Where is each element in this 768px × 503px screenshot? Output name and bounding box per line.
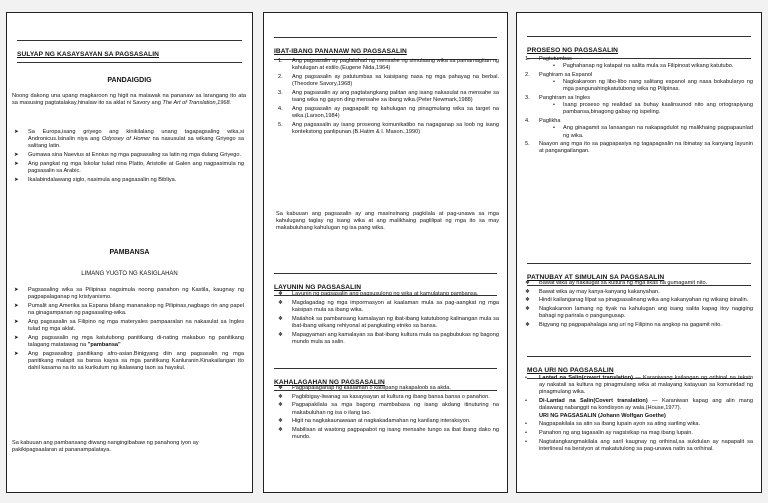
- sub-list-item: • Isang proseso ng realidad sa buhay kaalinsunod nito ang ortograpiyang pambansa,binagong gabay ng ispeling.: [553, 102, 753, 116]
- sub-list-item: • Nagkakaroon ng libo-libo nang salitang espanol ang nasa bokabularyo ng mga pangunahingkatutubong wika ng Pilipinas.: [553, 79, 753, 93]
- list-item: 1. Ang pagsasalin ay paglalahad ng mensahe ng simulaang wika sa pamamagitan ng kahulugan at estilo.(Eugene Nida,1964): [278, 58, 499, 72]
- list-item: ➤ Ang pagsasalin sa Filipino ng mga materyales pampaaralan na nakasulat sa Ingles tulad ng mga aklat.: [14, 318, 244, 333]
- list-item: ❖ Magdagadag ng mga impormasyon at kaalaman mula sa pag-aangkat ng mga kaisipan mula sa ibang wika.: [278, 299, 499, 313]
- bullet-dot-icon: •: [553, 63, 555, 70]
- list-item: 3. Panghiram sa Ingles • Isang proseso ng realidad sa buhay kaalinsunod nito ang ortograpiyang pambansa,binagong gabay ng ispeling.: [525, 95, 753, 116]
- list-item: ❖ Pagpapalaganap ng kaalaman o kaisipang nakapaloob sa akda.: [278, 385, 451, 391]
- panel-proseso: [516, 12, 762, 493]
- arrow-bullet-icon: ➤: [14, 152, 19, 159]
- diamond-bullet-icon: ❖: [278, 385, 284, 391]
- list-item: 1. Pagtutumbas • Paghahanap ng katapat na salita mula sa Filipinoat wikang katutubo.: [523, 56, 753, 70]
- heading-text: PROSESO NG PAGSASALIN: [527, 47, 619, 54]
- arrow-bullet-icon: ➤: [14, 350, 19, 357]
- section-title-pambansa: PAMBANSA: [109, 249, 150, 256]
- diamond-bullet-icon: ❖: [278, 291, 284, 297]
- arrow-bullet-icon: ➤: [14, 318, 19, 325]
- diamond-bullet-icon: ❖: [525, 297, 531, 304]
- list-item: ❖ Bawat wika ay nakaugat sa kultura ng mga ilkas na gumagamit nito.: [525, 280, 708, 286]
- list-item: • Di-Lantad na Salin(Covert translation) — Karaniwan kapag ang alin mang dalawang nabanggit na kondisyon ay wala.(House,1977). URI NG PAGSASALIN (Johann Wolfgan Goethe): [525, 398, 753, 419]
- list-pandaigdig: [12, 129, 244, 185]
- bullet-dot-icon: •: [553, 125, 555, 132]
- arrow-bullet-icon: ➤: [14, 160, 19, 167]
- panel-kasaysayan: [6, 12, 253, 493]
- diamond-bullet-icon: ❖: [525, 322, 531, 329]
- sub-list: [551, 79, 753, 93]
- sub-list: [551, 125, 753, 139]
- diamond-bullet-icon: ❖: [525, 288, 531, 295]
- arrow-bullet-icon: ➤: [14, 334, 19, 341]
- list-patnubay: [523, 280, 753, 331]
- list-item: 3. Ang pagsasalin ay ang pagtatangkang palitan ang isang nakasulat na mensahe sa isang wika ng gayon ding mensahe sa ibang wika.(Peter Newmark,1988): [278, 89, 499, 104]
- arrow-bullet-icon: ➤: [14, 287, 19, 293]
- list-item: ❖ Mabilisan at wastong pagpapabot ng isang mensahe tungo sa ibat ibang dako ng mundo.: [278, 427, 499, 441]
- diamond-bullet-icon: ❖: [525, 306, 531, 313]
- list-item: • Lantad na Salin(covert translation) — Karaniwang kailangan ng orihinal na teksto ay nakatali sa kultura ng pinagmulang wika at malayang katayuan sa komunidad ng pinagmulang wika.: [525, 375, 753, 396]
- closing-paragraph: Sa kabuuan ang pambansang diwang nangingibabaw ng panahong iyon ay pakikipagsaalaran at pananampalataya.: [12, 440, 199, 454]
- list-item: ➤ Gumawa sina Naevius at Ennius ng mga pagsasaling sa latin ng mga dulang Griyego.: [14, 152, 241, 159]
- list-item: ❖ Nagkakaroon lamang ng tiyak na kahulugan ang isang salita kapag itoy nagiging bahagi ng parirala o pangungusap.: [525, 306, 753, 320]
- bullet-dot-icon: •: [553, 102, 555, 109]
- list-item: ➤ Pagsasaling wika sa Pilipinas nagsimula noong panahon ng Kastila, kaugnay ng pagpapalaganap ng kristyanismo.: [14, 287, 244, 301]
- bullet-dot-icon: •: [525, 398, 527, 405]
- list-item: ➤ Ikalabindalawang siglo, nasimula ang pagsasalin ng Bibliya.: [14, 176, 177, 183]
- panel-pananaw: [263, 12, 508, 493]
- list-item: 5. Naayon ang mga ito sa pagpapasiya ng tagapagsalin na ibinatay sa kanyang layunin at pangangailangan.: [525, 141, 753, 155]
- sub-list-item: • Ang ginagamit sa lansangan na nakapagdulot ng malikhaing pagpapaunlad ng wika.: [553, 125, 753, 139]
- list-item: • Nagpapakilala sa atin sa ibang lupain ayon sa ating sariling wika.: [525, 421, 701, 428]
- list-kahalagahan: [276, 385, 499, 443]
- arrow-bullet-icon: ➤: [14, 302, 19, 309]
- list-item: ❖ Bigyang ng pagpapahalaga ang uri ng Filipino na angkop na gagamit nito.: [525, 322, 722, 329]
- list-item: ➤ Ang pangkat ng mga Iskolar tulad nina Platto, Aristotle at Galen ang nagpasimula ng pagsasalin sa Arabic.: [14, 160, 244, 175]
- list-item: • Nagtatangkangmakilala ang saril kaugnay ng orihinal,sa sukdulan ay napapalit sa interlineal na bersiyon at makatutulong sa pag-unawa natin sa orihinal.: [525, 438, 753, 452]
- heading-text: SULYAP NG KASAYSAYAN SA PAGSASALIN: [17, 51, 160, 58]
- list-item: 4. Paglikha • Ang ginagamit sa lansangan na nakapagdulot ng malikhaing pagpapaunlad ng wika.: [525, 118, 753, 139]
- list-pananaw: [276, 58, 499, 138]
- list-item: 2. Paghiram sa Espanol • Nagkakaroon ng libo-libo nang salitang espanol ang nasa bokabularyo ng mga pangunahingkatutubong wika ng Pilipinas.: [525, 71, 753, 93]
- list-item: ❖ Bawat wika ay may kanya-kanyang kakanyahan.: [525, 288, 660, 295]
- list-layunin: [276, 291, 499, 347]
- diamond-bullet-icon: ❖: [278, 427, 284, 434]
- list-item: ❖ Hindi kailanganag lilpat sa pinagsasalinang wika ang kakanyahan ng wikang isinalin.: [525, 297, 749, 304]
- list-item: ➤ Sa Europa,isang griyego ang kinikilalang unang tagapagsaling wika,si Andronicus.Isinalin niya ang Odyssey of Homer na nasusulat sa wikang Griyego sa salitang latin.: [14, 129, 244, 150]
- diamond-bullet-icon: ❖: [525, 280, 531, 286]
- list-item: ➤ Ang pagsasalin ng mga katutubong panitikang di-nating makabuo ng panitikang talagang matatawag na "pambansa": [14, 334, 244, 348]
- list-item: ❖ Maiiahok sa pambansang kamalayan ng ibat-ibang katutubong kalinangan mula sa ibat-ibang wikang rehiyonal at pangkating etniko sa bansa.: [278, 315, 499, 329]
- heading-text: KAHALAGAHAN NG PAGSASALIN: [274, 379, 385, 386]
- diamond-bullet-icon: ❖: [278, 315, 284, 322]
- list-item: 5. Ang pagsasalin ay isang proseong komunikatibo na nagaganap sa loob ng isang kontekstong panlipunan.(B.Hatim & I. Mason.,1990): [278, 121, 499, 135]
- list-item: ❖ Pagbibigay-liwanag sa kasaysayan at kultura ng ibang bansa bansa o panahon.: [278, 393, 490, 400]
- heading-text: IBAT-IBANG PANANAW NG PAGSASALIN: [274, 48, 407, 55]
- heading-text: PATNUBAY AT SIMULAIN SA PAGSASALIN: [527, 274, 665, 281]
- list-item: 4. Ang pagsasalin ay pagpapalit ng kahulugan ng pinagmulang wika sa target na wika.(Larson,1984): [278, 105, 499, 119]
- arrow-bullet-icon: ➤: [14, 129, 19, 135]
- list-item: ❖ Higit na nagkakaunawaan at nagkakadamahan ng kanilang interaksyon.: [278, 418, 471, 425]
- list-item: ❖ Mapagyaman ang kamalayan sa ibat-ibang kultura mula sa pagbubukas ng bagong mundo mula sa salin.: [278, 331, 499, 345]
- sub-list: [551, 102, 753, 116]
- bullet-dot-icon: •: [525, 438, 527, 445]
- intro-paragraph: Noong dakong una upang magkaroon ng higit na malawak na pananaw sa larangang ito ata sa masusing pagtatalakay,hinalaw ito sa aklat ni Savory ang The Art of Translation,1968.: [12, 93, 246, 107]
- list-item: ❖ Layunin ng pagsasalin ang pagsusulong ng wika at kamulatang pambansa.: [278, 291, 479, 297]
- diamond-bullet-icon: ❖: [278, 331, 284, 338]
- heading-text: LAYUNIN NG PAGSASALIN: [274, 284, 362, 291]
- sub-list: [551, 63, 753, 70]
- list-item: ➤ Pumalit ang Amerika sa Espana bilang mananakop ng Pilipinas,nagbago rin ang papel na ginagampanan ng pagsasaling-wika.: [14, 302, 244, 317]
- diamond-bullet-icon: ❖: [278, 418, 284, 425]
- bullet-dot-icon: •: [525, 421, 527, 428]
- section-subtitle: LIMANG YUGTO NG KASIGLAHAN: [81, 271, 178, 277]
- heading-text: MGA URI NG PAGSASALIN: [527, 367, 614, 374]
- diamond-bullet-icon: ❖: [278, 393, 284, 400]
- list-item: • Panahon ng ang tagasalin ay nagsisikap na mag ibang lupain.: [525, 429, 693, 436]
- bullet-dot-icon: •: [525, 375, 527, 381]
- list-pambansa: [12, 287, 244, 374]
- bullet-dot-icon: •: [553, 79, 555, 86]
- list-item: ➤ Ang pagsasaling panitikang afro-asian.Binigyang diin ang pagsasalin ng mga panitikang malapit sa bansa kaysa sa mga panitikang Kanluranin.Kinakailangan ito dahil kasama na ito sa kurikulum ng ikalawang taon sa hayskul.: [14, 350, 244, 372]
- section-title-pandaigdig: PANDAIGDIG: [107, 77, 152, 84]
- summary-paragraph: Sa kabuuan ang pagsasalin ay ang masinsinang pagkilala at pag-unawa sa mga kahulugang taglay ng isang wika at ang malikhaing paglilipat ng mga ito sa may makabuluhang kahulugan ng isa pang wika.: [276, 211, 499, 232]
- list-item: 2. Ang pagsasalin ay patutumbas sa kaisipang nasa ng mga pahayag na berbal.(Theodore Savory,1968): [278, 73, 499, 88]
- heading-pananaw: [274, 37, 497, 60]
- list-mga-uri: [523, 375, 753, 455]
- sub-list-item: • Paghahanap ng katapat na salita mula sa Filipinoat wikang katutubo.: [553, 63, 734, 70]
- list-item: ❖ Pagpapakilala sa mga bagong mambabasa ng isang akdang itinuturing na makabuluhan ng isa o ilang tao.: [278, 402, 499, 416]
- diamond-bullet-icon: ❖: [278, 402, 284, 409]
- arrow-bullet-icon: ➤: [14, 176, 19, 183]
- list-proseso: [523, 56, 753, 157]
- diamond-bullet-icon: ❖: [278, 299, 284, 306]
- bullet-dot-icon: •: [525, 429, 527, 436]
- heading-kasaysayan: [17, 40, 242, 63]
